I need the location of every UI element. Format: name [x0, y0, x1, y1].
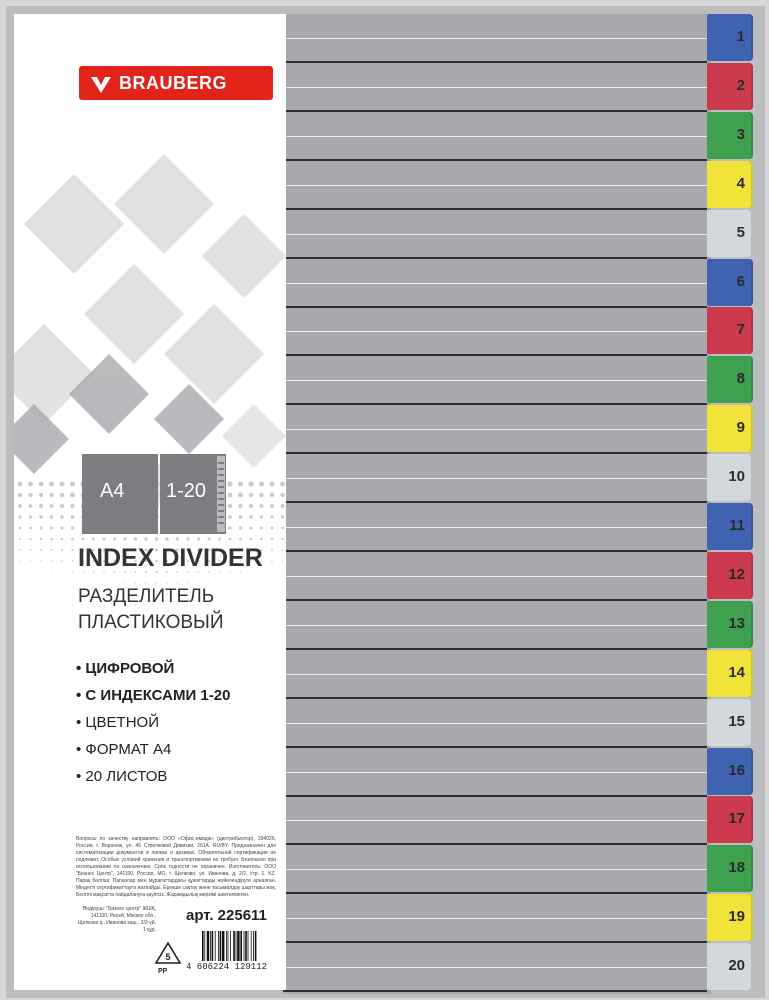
sheet-edge-light — [283, 429, 707, 430]
index-tab-9 — [707, 405, 753, 452]
range-badge-label: 1-20 — [166, 480, 207, 502]
index-tabs — [707, 14, 757, 994]
sheet-edge-light — [283, 625, 707, 626]
index-tab-3 — [707, 112, 753, 159]
index-tab-label: 13 — [728, 614, 745, 632]
sheet-edge-dark — [283, 697, 707, 699]
index-tab-15 — [707, 699, 753, 746]
sheet-edge-light — [283, 723, 707, 724]
index-tab-label: 1 — [736, 28, 745, 45]
index-tab-label: 20 — [728, 957, 745, 975]
index-tab-16 — [707, 748, 753, 795]
index-tab-5 — [707, 210, 753, 257]
sheet-edge-light — [283, 527, 707, 528]
sheet-edge-light — [283, 185, 707, 186]
mini-tabs-icon — [216, 454, 226, 534]
sheet-edge-dark — [283, 110, 707, 112]
index-tab-17 — [707, 796, 753, 843]
index-tab-label: 11 — [729, 517, 745, 534]
sheet-edge-light — [283, 967, 707, 968]
sheet-edge-light — [283, 380, 707, 381]
format-badge — [82, 454, 158, 534]
index-tab-label: 16 — [728, 761, 745, 779]
feature-item: • С ИНДЕКСАМИ 1-20 — [76, 687, 231, 704]
sheet-edge-light — [283, 576, 707, 577]
index-tab-label: 4 — [736, 174, 745, 192]
sheet-edge-light — [283, 772, 707, 773]
index-tab-label: 15 — [728, 712, 745, 730]
index-tab-label: 12 — [728, 565, 745, 583]
index-tab-19 — [707, 894, 753, 941]
index-tab-10 — [707, 454, 753, 501]
sheet-edge-dark — [283, 501, 707, 503]
index-tab-label: 10 — [728, 468, 745, 486]
sheet-edge-dark — [283, 452, 707, 454]
index-tab-12 — [707, 552, 753, 599]
index-tab-label: 19 — [728, 908, 745, 926]
feature-item: • ЦИФРОВОЙ — [76, 660, 175, 677]
sheet-edge-light — [283, 283, 707, 284]
index-tab-13 — [707, 601, 753, 648]
index-tab-label: 8 — [736, 370, 745, 388]
index-tab-11 — [707, 503, 753, 550]
feature-list — [76, 660, 230, 795]
format-badge-label: A4 — [100, 480, 125, 502]
sheet-edge-light — [283, 136, 707, 137]
index-tab-6 — [707, 259, 753, 306]
checkmark-icon — [91, 73, 111, 93]
sheet-edge-light — [283, 674, 707, 675]
title-russian-line-1: РАЗДЕЛИТЕЛЬ — [78, 586, 215, 607]
index-tab-label: 17 — [728, 810, 745, 828]
index-tab-label: 9 — [736, 419, 745, 437]
index-tab-1 — [707, 14, 753, 61]
title-english: INDEX DIVIDER — [78, 544, 263, 572]
sheet-edge-dark — [283, 990, 707, 992]
index-tab-label: 7 — [736, 321, 745, 339]
sheet-edge-dark — [283, 599, 707, 601]
feature-item: • 20 ЛИСТОВ — [76, 768, 168, 785]
sheet-edge-dark — [283, 550, 707, 552]
sheet-edge-dark — [283, 892, 707, 894]
sheet-edge-dark — [283, 159, 707, 161]
sheet-edge-dark — [283, 843, 707, 845]
fine-print-manufacturer: Өндіруші: "Бизнес центр" ЖШҚ, 141100, Ресей, Мәскеу обл., Щелково қ., Иванова көш., 2/2-үй, 1 құр. — [77, 906, 156, 933]
index-tab-2 — [707, 63, 753, 110]
sheet-edge-dark — [283, 61, 707, 63]
sheet-edge-light — [283, 820, 707, 821]
sheet-edge-light — [283, 38, 707, 39]
title-russian-line-2: ПЛАСТИКОВЫЙ — [78, 612, 224, 633]
index-tab-7 — [707, 307, 753, 354]
index-tab-label: 2 — [736, 76, 745, 94]
index-tab-label: 5 — [736, 223, 745, 241]
recycle-material: PP — [158, 968, 168, 975]
recycle-icon — [154, 941, 182, 975]
feature-item: • ЦВЕТНОЙ — [76, 714, 159, 731]
sheet-edge-light — [283, 234, 707, 235]
index-tab-4 — [707, 161, 753, 208]
index-tab-8 — [707, 356, 753, 403]
index-tab-label: 3 — [736, 125, 745, 143]
sheet-edge-dark — [283, 795, 707, 797]
feature-item: • ФОРМАТ А4 — [76, 741, 172, 758]
sheet-edge-light — [283, 918, 707, 919]
cover-label — [14, 14, 286, 990]
index-tab-label: 14 — [728, 663, 745, 681]
sheet-edge-dark — [283, 403, 707, 405]
brand-logo — [79, 66, 273, 100]
title-russian — [78, 584, 224, 636]
sheet-edge-dark — [283, 648, 707, 650]
index-tab-label: 18 — [728, 859, 745, 877]
sheet-edge-dark — [283, 941, 707, 943]
brand-name: BRAUBERG — [119, 73, 228, 93]
sheet-edge-dark — [283, 306, 707, 308]
index-tab-18 — [707, 845, 753, 892]
sheet-edge-dark — [283, 208, 707, 210]
sheet-edge-light — [283, 478, 707, 479]
fine-print: Вопросы по качеству направлять: ООО «Офис-имидж» (дистрибьютор), 394026, Россия, г. Воронеж, ул. 45 Стрелковой Дивизии, 261А. RU/BY. Предназначен для систематизации документов в папках и архивах. Обязательной сертификации не подлежит. Особых условий хранения и транспортировки не требует. Безопасен при использовании по назначению. Срок годности не ограничен. Изготовитель: ООО "Бизнес Центр", 141100, Россия, МО, г. Щелково, ул. Иванова, д. 2/2, стр. 1. KZ. Парақ бөлгіші. Папкалар мен мұрағаттардағы құжаттарды жүйелендіруге арналған. Міндетті сертификаттауға жатпайды. Ерекше сақтау және тасымалдау шарттары жоқ. Белгілі мақсатта пайдалануға қауіпсіз. Жарамдылық мерзімі шектелмеген. — [76, 836, 276, 898]
sheet-edge-light — [283, 331, 707, 332]
article-number: арт. 225611 — [186, 907, 267, 924]
sheet-edge-dark — [283, 257, 707, 259]
index-tab-14 — [707, 650, 753, 697]
index-tab-label: 6 — [736, 272, 745, 290]
sheet-edge-dark — [283, 746, 707, 748]
barcode-number: 4 606224 129112 — [186, 962, 268, 972]
sheet-edge-dark — [283, 354, 707, 356]
index-tab-20 — [707, 943, 753, 990]
recycle-code: 5 — [165, 952, 171, 962]
sheet-edge-light — [283, 87, 707, 88]
divider-sheets — [283, 14, 711, 994]
sheet-edge-light — [283, 869, 707, 870]
range-badge — [160, 454, 226, 534]
